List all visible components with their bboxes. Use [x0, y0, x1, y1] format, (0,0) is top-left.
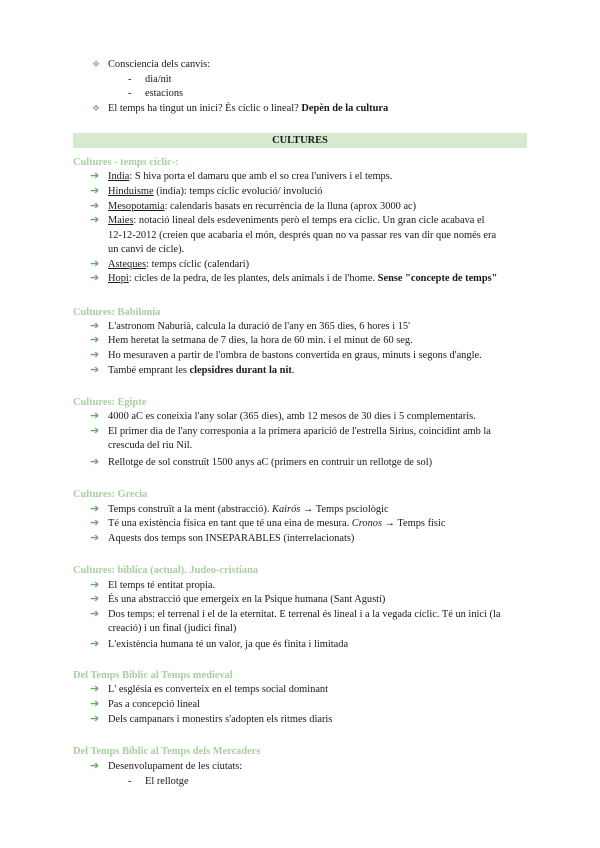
list-item: [108, 213, 485, 228]
arrow-bullet-icon: ➔: [90, 425, 100, 437]
diamond-bullet-icon: ❖: [92, 103, 101, 113]
dash-bullet-icon: -: [128, 88, 132, 99]
term-hinduisme: Hinduisme: [108, 186, 154, 197]
question-line: [108, 101, 388, 116]
bold-text: clepsidres durant la nit: [189, 365, 292, 376]
list-item: [108, 184, 322, 199]
list-item: Ho mesuraven a partir de l'ombra de bastons convertida en graus, minuts i segons d'angle.: [108, 350, 482, 361]
answer-text: Depèn de la cultura: [301, 103, 389, 114]
item-text: Té una existència física en tant que té una eina de mesura.: [108, 518, 350, 529]
list-item: [108, 363, 294, 378]
list-item: Pas a concepció lineal: [108, 699, 201, 710]
item-text: : calendaris basats en recurrència de la lluna (aprox 3000 ac): [164, 201, 417, 212]
item-text: : temps cíclic (calendari): [146, 259, 250, 270]
item-text: : cicles de la pedra, de les plantes, dels animals i de l'home.: [128, 273, 376, 284]
list-item: [108, 257, 249, 272]
arrow-bullet-icon: ➔: [90, 608, 100, 620]
bold-text: Sense "concepte de temps": [377, 273, 498, 284]
term-hopi: Hopi: [108, 273, 129, 284]
list-item: [108, 271, 497, 286]
section-title-medieval: Del Temps Bíblic al Temps medieval: [73, 670, 233, 681]
arrow-bullet-icon: ➔: [90, 638, 100, 650]
list-item: [108, 169, 392, 184]
italic-term-cronos: Cronos: [351, 518, 383, 529]
term-asteques: Asteques: [108, 259, 147, 270]
list-item: El temps té entitat propia.: [108, 580, 216, 591]
arrow-bullet-icon: ➔: [90, 698, 100, 710]
arrow-bullet-icon: ➔: [90, 200, 100, 212]
section-title-babilonia: Cultures: Babilonia: [73, 307, 161, 318]
list-item: Desenvolupament de les ciutats:: [108, 761, 243, 772]
arrow-bullet-icon: ➔: [90, 713, 100, 725]
question-text: El temps ha tingut un inici? És cíclic o lineal?: [108, 103, 299, 114]
arrow-bullet-icon: ➔: [90, 258, 100, 270]
cultures-banner: CULTURES: [73, 133, 527, 148]
list-item: Dels campanars i monestirs s'adopten els ritmes diaris: [108, 714, 333, 725]
list-item-continued: creació) i un final (judici final): [108, 623, 237, 634]
section-title-mercaders: Del Temps Bíblic al Temps dels Mercaders: [73, 746, 261, 757]
list-item-continued: un canvi de cicle).: [108, 244, 185, 255]
section-title-biblica: Cultures: bíblica (actual). Judeo-cristiana: [73, 565, 259, 576]
italic-term-kairos: Kairós: [272, 504, 301, 515]
item-text: : S hiva porta el damaru que amb el so crea l'univers i el temps.: [129, 171, 393, 182]
item-text: (india): temps cíclic evolució/ involució: [153, 186, 323, 197]
dash-bullet-icon: -: [128, 74, 132, 85]
item-text: Temps construït a la ment (abstracció).: [108, 504, 270, 515]
arrow-bullet-icon: ➔: [90, 532, 100, 544]
item-text: .: [291, 365, 295, 376]
arrow-bullet-icon: ➔: [90, 185, 100, 197]
list-item: 4000 aC es coneixia l'any solar (365 dies), amb 12 mesos de 30 dies i 5 complementaris.: [108, 411, 476, 422]
arrow-bullet-icon: ➔: [90, 517, 100, 529]
list-item-continued: 12-12-2012 (creien que acabaria el món, després quan no va passar res van dir que només era: [108, 230, 497, 241]
arrow-bullet-icon: ➔: [90, 683, 100, 695]
arrow-bullet-icon: ➔: [90, 334, 100, 346]
list-item: Aquests dos temps son INSEPARABLES (interrelacionats): [108, 533, 355, 544]
list-item: [108, 502, 389, 517]
arrow-bullet-icon: ➔: [90, 593, 100, 605]
item-text: : notació lineal dels esdeveniments però el temps era cíclic. Un gran cicle acabava el: [133, 215, 485, 226]
arrow-bullet-icon: ➔: [90, 503, 100, 515]
section-title-grecia: Cultures: Grecia: [73, 489, 148, 500]
sub-item-rellotge: El rellotge: [145, 776, 189, 787]
term-mesopotamia: Mesopotamia: [108, 201, 165, 212]
arrow-bullet-icon: ➔: [90, 410, 100, 422]
arrow-bullet-icon: ➔: [90, 364, 100, 376]
arrow-bullet-icon: ➔: [90, 456, 100, 468]
sub-item-estacions: estacions: [145, 88, 184, 99]
arrow-bullet-icon: ➔: [90, 760, 100, 772]
consciencia-text: Consciencia dels canvis:: [108, 59, 211, 70]
arrow-bullet-icon: ➔: [90, 272, 100, 284]
list-item: És una abstracció que emergeix en la Psique humana (Sant Agustí): [108, 594, 386, 605]
arrow-bullet-icon: ➔: [90, 214, 100, 226]
arrow-bullet-icon: ➔: [90, 320, 100, 332]
arrow-bullet-icon: ➔: [90, 579, 100, 591]
list-item: L'astronom Naburià, calcula la duració de l'any en 365 dies, 6 hores i 15': [108, 321, 410, 332]
arrow-bullet-icon: ➔: [90, 170, 100, 182]
term-india: India: [108, 171, 130, 182]
list-item: L'existència humana té un valor, ja que és finita i limitada: [108, 639, 349, 650]
item-text: → Temps físic: [384, 518, 446, 529]
dash-bullet-icon: -: [128, 776, 132, 787]
list-item: L' església es converteix en el temps social dominant: [108, 684, 329, 695]
list-item: Hem heretat la setmana de 7 dies, la hora de 60 min. i el minut de 60 seg.: [108, 335, 413, 346]
section-title-egipte: Cultures: Egipte: [73, 397, 147, 408]
list-item: El primer dia de l'any corresponia a la primera aparició de l'estrella Sirius, coincidint amb la: [108, 426, 491, 437]
section-title-ciclic: Cultures - temps cíclic-:: [73, 157, 179, 168]
list-item-continued: crescuda del riu Nil.: [108, 440, 193, 451]
list-item: Rellotge de sol construït 1500 anys aC (primers en contruir un rellotge de sol): [108, 457, 433, 468]
list-item: Dos temps: el terrenal i el de la eternitat. E terrenal és lineal i a la vegada cíclic. Té un inici (la: [108, 609, 501, 620]
arrow-bullet-icon: ➔: [90, 349, 100, 361]
item-text: També emprant les: [108, 365, 187, 376]
sub-item-dia-nit: dia/nit: [145, 74, 172, 85]
list-item: [108, 516, 445, 531]
diamond-bullet-icon: ❖: [92, 59, 101, 69]
item-text: → Temps psciològic: [302, 504, 389, 515]
term-maies: Maies: [108, 215, 134, 226]
list-item: [108, 199, 416, 214]
